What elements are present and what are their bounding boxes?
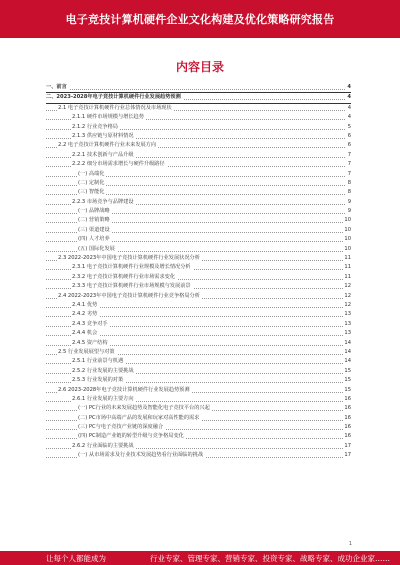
toc-entry-text: 2.1.3 供应链与原材料情况 <box>72 132 136 141</box>
toc-entry[interactable] <box>46 263 351 272</box>
toc-entry[interactable] <box>46 170 351 179</box>
toc-entry[interactable] <box>46 123 351 132</box>
toc-entry-page: 9 <box>347 198 351 207</box>
toc-entry-text: 2.1.1 硬件市场规模与增长趋势 <box>72 113 146 122</box>
toc-entry[interactable] <box>46 245 351 254</box>
toc-entry-page: 14 <box>343 339 351 348</box>
toc-entry-text: 2.2 电子竞技计算机硬件行业未来发展方向 <box>58 141 158 150</box>
toc-entry-page: 17 <box>343 451 351 460</box>
toc-entry-text: 2.6.2 行业面临的主要挑战 <box>72 442 136 451</box>
toc-entry[interactable] <box>46 282 351 291</box>
toc-entry[interactable] <box>46 301 351 310</box>
toc-entry[interactable] <box>46 273 351 282</box>
toc-entry-page: 7 <box>347 151 351 160</box>
toc-entry-text: 2.1.2 行业竞争格局 <box>72 123 120 132</box>
toc-entry-text: 2.4.5 资产结构 <box>72 339 110 348</box>
toc-entry[interactable] <box>46 207 351 216</box>
toc-entry-text: 2.2.3 市场竞争与品牌建设 <box>72 198 136 207</box>
toc-entry[interactable] <box>46 235 351 244</box>
toc-entry[interactable] <box>46 226 351 235</box>
toc-entry[interactable] <box>46 141 351 150</box>
page-number: 1 <box>348 541 352 547</box>
toc-entry[interactable] <box>46 339 351 348</box>
toc-entry-text: 2.5 行业发展展望与对策 <box>58 348 117 357</box>
toc-entry[interactable] <box>46 198 351 207</box>
toc-entry[interactable] <box>46 376 351 385</box>
toc-entry[interactable] <box>46 442 351 451</box>
toc-entry-text: (五) 国际化发展 <box>78 245 117 254</box>
header-bar <box>0 0 400 38</box>
toc-entry-text: 2.6.1 行业发展的主要方向 <box>72 395 136 404</box>
toc-entry-page: 13 <box>343 329 351 338</box>
toc-entry-text: 2.4.4 机会 <box>72 329 99 338</box>
toc-entry-text: 2.5.2 行业发展的主要挑战 <box>72 367 136 376</box>
toc-entry-text: 二、2023-2028年电子竞技计算机硬件行业发展趋势预测 <box>46 93 183 102</box>
toc-entry[interactable] <box>46 357 351 366</box>
toc-entry-text: (一) 品牌战略 <box>78 207 112 216</box>
toc-entry-page: 6 <box>347 141 351 150</box>
toc-entry-text: 2.4 2022-2023年中国电子竞技计算机硬件行业竞争格局分析 <box>58 292 202 301</box>
toc-entry[interactable] <box>46 414 351 423</box>
toc-entry-page: 12 <box>343 292 351 301</box>
toc-entry[interactable] <box>46 179 351 188</box>
toc-entry-page: 9 <box>347 207 351 216</box>
toc-entry-text: 2.5.1 行业前景与机遇 <box>72 357 125 366</box>
toc-entry[interactable] <box>46 160 351 169</box>
toc-entry[interactable] <box>46 320 351 329</box>
toc-entry[interactable] <box>46 254 351 263</box>
toc-entry-text: (二) 定制化 <box>78 179 106 188</box>
toc-entry-text: (四) 人才培养 <box>78 235 112 244</box>
toc-entry-text: (二) PC市场中高端产品的发展和玩家对高性能的需求 <box>78 414 201 423</box>
toc-entry-text: (三) 渠道建设 <box>78 226 112 235</box>
toc-entry-text: (一) 高端化 <box>78 170 106 179</box>
toc-entry[interactable] <box>46 348 351 357</box>
toc-entry-page: 15 <box>343 386 351 395</box>
footer-slogan-left: 让每个人都能成为 <box>46 554 106 563</box>
toc-entry-page: 4 <box>346 93 351 102</box>
toc-entry-page: 10 <box>343 216 351 225</box>
toc-entry[interactable] <box>46 404 351 413</box>
toc-entry[interactable] <box>46 216 351 225</box>
toc-entry-page: 12 <box>343 301 351 310</box>
footer-bar <box>0 551 400 565</box>
toc-entry[interactable] <box>46 292 351 301</box>
toc-entry-page: 16 <box>343 395 351 404</box>
toc-entry[interactable] <box>46 132 351 141</box>
toc-entry-text: 2.2.1 技术创新与产品升级 <box>72 151 136 160</box>
toc-entry[interactable] <box>46 310 351 319</box>
toc-entry[interactable] <box>46 432 351 441</box>
toc-entry-text: 2.5.3 行业发展的对策 <box>72 376 125 385</box>
toc-entry[interactable] <box>46 395 351 404</box>
toc-entry[interactable] <box>46 386 351 395</box>
toc-leader-dots <box>46 89 345 90</box>
toc-entry-text: 2.3.3 电子竞技计算机硬件行业市场规模与发展前景 <box>72 282 193 291</box>
toc-entry-page: 17 <box>343 442 351 451</box>
toc-entry-page: 11 <box>343 254 351 263</box>
toc-entry-text: 2.4.1 优势 <box>72 301 99 310</box>
toc-entry[interactable] <box>46 367 351 376</box>
toc-entry-page: 10 <box>343 235 351 244</box>
toc-entry-page: 4 <box>346 83 351 92</box>
toc-entry-text: 2.2.2 细分市场需求增长与硬件升级路径 <box>72 160 167 169</box>
toc-entry-text: 一、前言 <box>46 83 69 92</box>
toc-entry-page: 14 <box>343 348 351 357</box>
toc-entry-page: 13 <box>343 310 351 319</box>
toc-entry-page: 7 <box>347 170 351 179</box>
toc-entry-page: 16 <box>343 432 351 441</box>
toc-entry-page: 16 <box>343 423 351 432</box>
toc-entry-page: 15 <box>343 376 351 385</box>
toc-entry-page: 8 <box>347 179 351 188</box>
toc-entry[interactable] <box>46 104 351 113</box>
toc-entry-text: 2.3 2022-2023年中国电子竞技计算机硬件行业发展状况分析 <box>58 254 202 263</box>
toc-entry-page: 11 <box>343 263 351 272</box>
toc-entry-page: 16 <box>343 404 351 413</box>
toc-entry-page: 5 <box>347 123 351 132</box>
toc-entry-page: 15 <box>343 367 351 376</box>
toc-entry-page: 11 <box>343 273 351 282</box>
toc-entry-page: 8 <box>347 188 351 197</box>
toc-entry-page: 10 <box>343 245 351 254</box>
toc-entry[interactable] <box>46 92 351 103</box>
toc-entry[interactable] <box>46 151 351 160</box>
toc-entry-text: (二) 营销策略 <box>78 216 112 225</box>
toc-entry-page: 7 <box>347 160 351 169</box>
toc-entry-text: (三) 智能化 <box>78 188 106 197</box>
toc-entry[interactable] <box>46 83 351 92</box>
toc-entry-text: 2.4.3 竞争对手 <box>72 320 110 329</box>
toc-entry[interactable] <box>46 188 351 197</box>
toc-entry-page: 14 <box>343 357 351 366</box>
toc-entry-text: 2.1 电子竞技计算机硬件行业总体情况及市场现状 <box>58 104 174 113</box>
toc-title: 内容目录 <box>175 60 224 74</box>
toc-entry-text: 2.3.2 电子竞技计算机硬件行业市场需求变化 <box>72 273 177 282</box>
toc-entry-text: 2.6 2023-2028年电子竞技计算机硬件行业发展趋势预测 <box>58 386 192 395</box>
toc-entry[interactable] <box>46 329 351 338</box>
toc-entry-page: 4 <box>347 113 351 122</box>
toc-entry-text: (一) 从市场需求及行业技术发展趋势看行业面临的挑战 <box>78 451 205 460</box>
toc-entry-page: 12 <box>343 282 351 291</box>
toc-entry-page: 16 <box>343 414 351 423</box>
toc-entry[interactable] <box>46 423 351 432</box>
toc-entry-text: 2.3.1 电子竞技计算机硬件行业规模及增长情况分析 <box>72 263 193 272</box>
toc-entry-page: 13 <box>343 320 351 329</box>
toc-entry[interactable] <box>46 113 351 122</box>
table-of-contents <box>46 83 351 461</box>
report-title: 电子竞技计算机硬件企业文化构建及优化策略研究报告 <box>65 13 335 26</box>
toc-entry-text: (三) PC与电子竞技产业链的深度融合 <box>78 423 165 432</box>
toc-entry-page: 10 <box>343 226 351 235</box>
toc-entry[interactable] <box>46 451 351 460</box>
footer-slogan-right: 行业专家、管理专家、营销专家、投资专家、战略专家、成功企业家…… <box>150 554 390 563</box>
toc-entry-page: 4 <box>347 104 351 113</box>
toc-entry-text: 2.4.2 劣势 <box>72 310 99 319</box>
toc-entry-page: 6 <box>347 132 351 141</box>
toc-entry-text: (四) PC制造产业链的转型升级与竞争格局变化 <box>78 432 186 441</box>
toc-entry-text: (一) PC行业的未来发展趋势及智能化电子竞技平台的兴起 <box>78 404 212 413</box>
